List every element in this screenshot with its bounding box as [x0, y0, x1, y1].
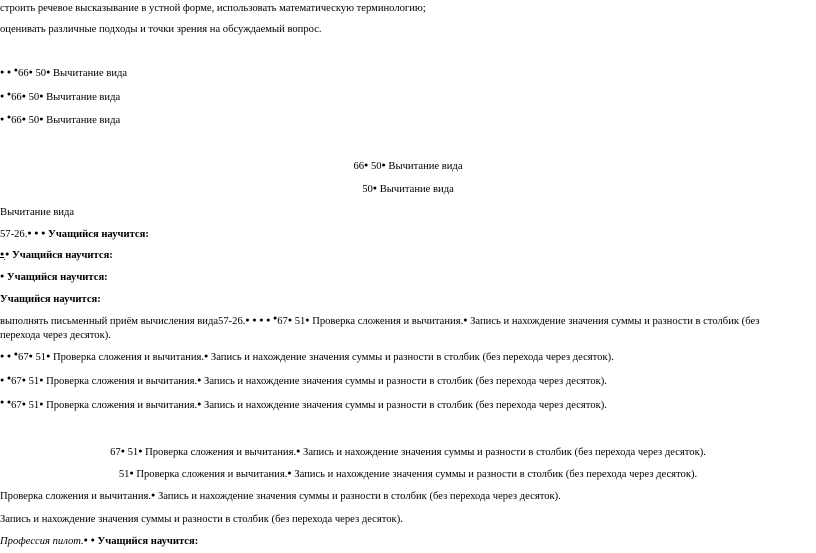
bullet-icon: ●	[6, 398, 12, 406]
bullet-icon: ●	[28, 68, 33, 76]
line-text: выполнять письменный приём вычисления вида57-26.	[0, 316, 246, 327]
text-line	[0, 2, 426, 15]
bullet-icon: ●	[0, 92, 5, 100]
bullet-icon: ●	[39, 115, 44, 123]
text-line	[0, 490, 561, 503]
line-text: Проверка сложения и вычитания.	[145, 447, 297, 458]
bullet-icon: ●	[28, 352, 33, 360]
text-line	[0, 249, 113, 262]
line-text: Запись и нахождение значения суммы и разности в столбик (без перехода через десяток).	[303, 447, 706, 458]
bullet-icon: ●	[0, 272, 5, 280]
bullet-icon: ●	[34, 229, 39, 237]
line-text: Проверка сложения и вычитания.	[0, 491, 152, 502]
bullet-icon: ●	[21, 92, 26, 100]
text-line	[0, 329, 111, 342]
text-line	[0, 228, 149, 241]
number: 51	[294, 316, 306, 327]
bullet-icon: ●	[6, 90, 12, 98]
text-line	[0, 91, 120, 104]
heading-text: Учащийся научится:	[48, 229, 149, 240]
bullet-icon: ●	[245, 316, 250, 324]
bullet-icon: ●	[46, 352, 51, 360]
bullet-icon: ●	[0, 398, 5, 406]
line-text: Вычитание вида	[379, 184, 454, 195]
text-line	[0, 67, 127, 80]
line-text: Вычитание вида	[46, 92, 121, 103]
bullet-icon: ●	[0, 352, 5, 360]
bullet-icon: ●	[0, 250, 5, 258]
number: 51	[28, 376, 40, 387]
bullet-icon: ●	[41, 229, 46, 237]
bullet-icon: ●	[197, 376, 202, 384]
bullet-icon: ●	[46, 68, 51, 76]
number: 51	[127, 447, 139, 458]
line-text: Запись и нахождение значения суммы и разности в столбик (без перехода через десяток).	[204, 400, 607, 411]
bullet-icon: ●	[252, 316, 257, 324]
text-line	[0, 351, 614, 364]
line-text: 57-26.	[0, 229, 28, 240]
line-text: Вычитание вида	[52, 68, 128, 79]
line-text: Проверка сложения и вычитания.	[312, 316, 464, 327]
bullet-icon: ●	[138, 447, 143, 455]
bullet-icon: ●	[305, 316, 310, 324]
bullet-icon: ●	[259, 316, 264, 324]
bullet-icon: ●	[83, 536, 88, 544]
bullet-icon: ●	[39, 400, 44, 408]
bullet-icon: ●	[120, 447, 125, 455]
bullet-icon: ●	[21, 115, 26, 123]
number: 66	[11, 115, 22, 126]
number: 50	[28, 92, 40, 103]
number: 51	[35, 352, 47, 363]
line-text: Проверка сложения и вычитания.	[136, 469, 288, 480]
line-text: Вычитание вида	[46, 115, 121, 126]
line-text: Запись и нахождение значения суммы и разности в столбик (без перехода через десяток).	[294, 469, 698, 480]
number: 50	[35, 68, 47, 79]
line-text: Запись и нахождение значения суммы и разности в столбик (без перехода через десяток).	[204, 376, 607, 387]
text-line	[0, 114, 120, 127]
bullet-icon: ●	[39, 376, 44, 384]
text-line	[0, 513, 403, 526]
line-text: Вычитание вида	[0, 207, 75, 218]
text-line	[0, 293, 101, 306]
bullet-icon: ●	[0, 68, 5, 76]
number: 50	[362, 184, 373, 195]
line-text: Запись и нахождение значения суммы и разности в столбик (без перехода через десяток).	[157, 491, 561, 502]
bullet-icon: ●	[364, 161, 369, 169]
bullet-icon: ●	[6, 374, 12, 382]
bullet-icon: ●	[296, 447, 301, 455]
text-line	[0, 315, 759, 328]
line-text: Проверка сложения и вычитания.	[52, 352, 205, 363]
topic-text: Профессия пилот.	[0, 536, 84, 547]
number: 67	[11, 400, 22, 411]
bullet-icon: ●	[197, 400, 202, 408]
line-text: Проверка сложения и вычитания.	[46, 400, 198, 411]
text-line	[0, 468, 816, 481]
text-line	[0, 206, 74, 219]
bullet-icon: ●	[129, 469, 134, 477]
number: 66	[353, 161, 365, 172]
text-line	[0, 271, 108, 284]
text-line	[0, 23, 322, 36]
line-text: Вычитание вида	[388, 161, 463, 172]
bullet-icon: ●	[463, 316, 468, 324]
number: 67	[18, 352, 29, 363]
bullet-icon: ●	[266, 316, 271, 324]
bullet-icon: ●	[0, 376, 5, 384]
line-text: Запись и нахождение значения суммы и разности в столбик (без перехода через десяток).	[0, 514, 403, 525]
text-line	[0, 375, 607, 388]
bullet-icon: ●	[6, 352, 12, 360]
number: 50	[28, 115, 40, 126]
number: 67	[11, 376, 22, 387]
number: 67	[277, 316, 288, 327]
bullet-icon: ●	[287, 469, 292, 477]
bullet-icon: ●	[21, 376, 26, 384]
line-text: перехода через десяток).	[0, 330, 111, 341]
heading-text: Учащийся научится:	[6, 272, 108, 283]
line-text: Запись и нахождение значения суммы и разности в столбик (без	[470, 316, 760, 327]
heading-text: Учащийся научится:	[0, 294, 101, 305]
bullet-icon: ●	[151, 491, 156, 499]
text-line	[0, 446, 816, 459]
line-text: Проверка сложения и вычитания.	[46, 376, 198, 387]
text-line	[0, 535, 198, 548]
text-line	[0, 399, 607, 412]
bullet-icon: ●	[6, 113, 12, 121]
line-text: Запись и нахождение значения суммы и разности в столбик (без перехода через десяток).	[210, 352, 614, 363]
bullet-icon: ●	[272, 314, 278, 322]
bullet-icon: ●	[21, 400, 26, 408]
number: 67	[110, 447, 121, 458]
bullet-icon: ●	[90, 536, 95, 544]
number: 51	[28, 400, 40, 411]
bullet-icon: ●	[5, 250, 10, 258]
text-line	[0, 160, 816, 173]
bullet-icon: ●	[372, 184, 378, 192]
number: 50	[370, 161, 382, 172]
text-line	[0, 183, 816, 196]
number: 51	[118, 469, 130, 480]
bullet-icon: ●	[287, 316, 293, 324]
bullet-icon: ●	[13, 350, 19, 358]
bullet-icon: ●	[381, 161, 386, 169]
bullet-icon: ●	[0, 115, 5, 123]
heading-text: Учащийся научится:	[12, 250, 113, 261]
line-text: строить речевое высказывание в устной форме, использовать математическую терминологию;	[0, 3, 426, 14]
bullet-icon: ●	[27, 229, 32, 237]
number: 66	[11, 92, 22, 103]
bullet-icon: ●	[39, 92, 44, 100]
number: 66	[18, 68, 29, 79]
bullet-icon: ●	[13, 66, 19, 74]
bullet-icon: ●	[204, 352, 209, 360]
bullet-icon: ●	[6, 68, 12, 76]
heading-text: Учащийся научится:	[97, 536, 199, 547]
line-text: оценивать различные подходы и точки зрения на обсуждаемый вопрос.	[0, 24, 322, 35]
